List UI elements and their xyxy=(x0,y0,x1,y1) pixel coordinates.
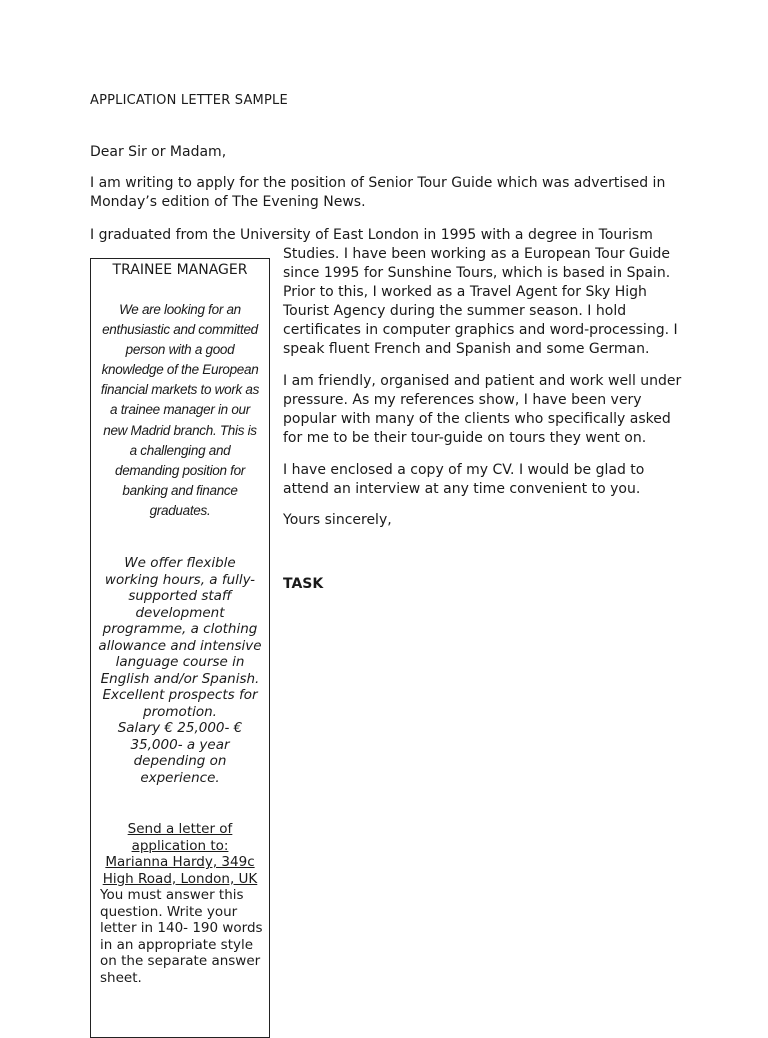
advert-salary: Salary € 25,000- € 35,000- a year depending on experience. xyxy=(117,720,243,786)
letter-paragraph-2-body: Studies. I have been working as a European Tour Guide since 1995 for Sunshine Tours, which is based in Spain. Prior to this, I worked as a Travel Agent for Sky High Tourist Agency during the summer season. I hold certificates in computer graphics and word-processing. I speak fluent French and Spanish and some German. xyxy=(283,246,678,357)
advert-offer-text: We offer flexible working hours, a fully-supported staff development programme, a clothing allowance and intensive language course in English and/or Spanish. Excellent prospects for promotion. xyxy=(98,555,262,720)
task-instructions: You must answer this question. Write your letter in 140- 190 words in an appropriate style on the separate answer sheet. xyxy=(100,887,263,986)
letter-paragraph-3: I am friendly, organised and patient and work well under pressure. As my references show, I have been very popular with many of the clients who specifically asked for me to be their tour-guide on tours they went on. xyxy=(283,373,682,446)
document-heading: APPLICATION LETTER SAMPLE xyxy=(90,93,288,108)
letter-paragraph-1: I am writing to apply for the position of Senior Tour Guide which was advertised in Monday’s edition of The Evening News. xyxy=(90,175,666,210)
letter-paragraph-2-first-line: I graduated from the University of East London in 1995 with a degree in Tourism xyxy=(90,227,653,243)
advert-description: We are looking for an enthusiastic and committed person with a good knowledge of the European financial markets to work as a trainee manager in our new Madrid branch. This is a challenging and demanding position for banking and finance graduates. xyxy=(100,302,260,518)
letter-closing: Yours sincerely, xyxy=(283,512,392,528)
advert-send-to-heading: Send a letter of application to: xyxy=(127,821,233,854)
advert-send-to-address: Marianna Hardy, 349c High Road, London, UK xyxy=(102,854,258,887)
advert-offer xyxy=(97,555,263,786)
job-advert-box xyxy=(90,258,270,1038)
letter-paragraph-4: I have enclosed a copy of my CV. I would be glad to attend an interview at any time convenient to you. xyxy=(283,462,645,497)
task-label: TASK xyxy=(283,576,324,592)
advert-title: TRAINEE MANAGER xyxy=(112,262,248,278)
letter-salutation: Dear Sir or Madam, xyxy=(90,144,227,160)
advert-send-to xyxy=(97,821,263,887)
